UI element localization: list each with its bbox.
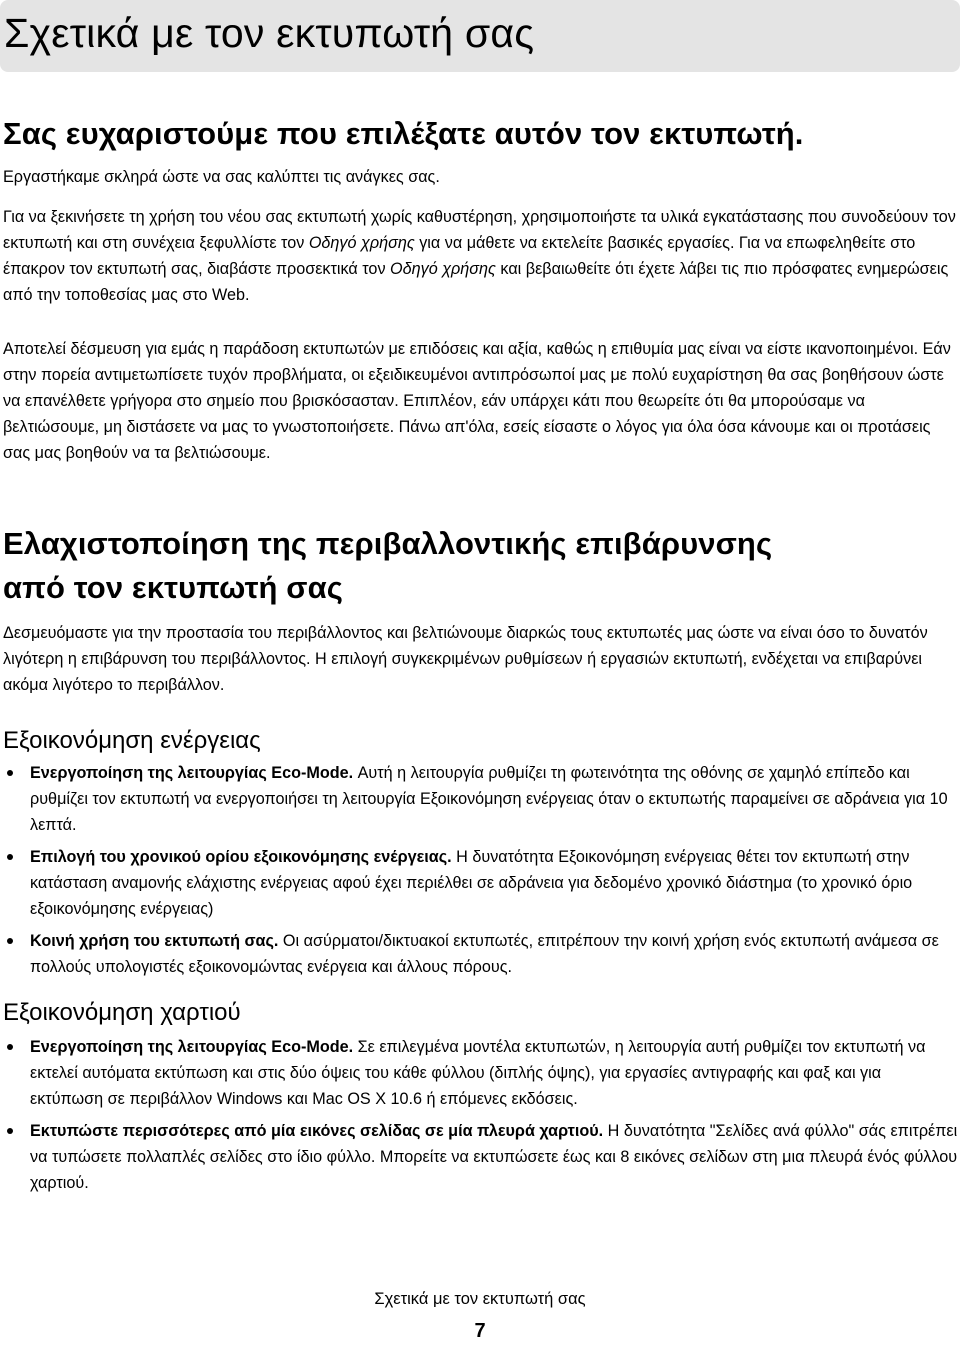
list-item [0, 928, 958, 980]
user-guide-reference: Οδηγό χρήσης [390, 260, 496, 278]
list-item-title: Εκτυπώστε περισσότερες από μία εικόνες σελίδας σε μία πλευρά χαρτιού. [30, 1122, 604, 1140]
chapter-title: Σχετικά με τον εκτυπωτή σας [4, 10, 535, 56]
list-item-title: Ενεργοποίηση της λειτουργίας Eco-Mode. [30, 1038, 354, 1056]
environment-heading-line-2: από τον εκτυπωτή σας [3, 570, 343, 605]
energy-saving-heading: Εξοικονόμηση ενέργειας [3, 727, 261, 754]
list-item-text: Η δυνατότητα "Σελίδες ανά φύλλο" σάς επιτρέπει να τυπώσετε πολλαπλές σελίδες στο ίδιο φύλλο. Μπορείτε να εκτυπώσετε έως και 8 εικόνες σελίδων στη μια πλευρά ένός φύλλου χαρτιού. [30, 1122, 958, 1192]
environment-intro-paragraph: Δεσμευόμαστε για την προστασία του περιβάλλοντος και βελτιώνουμε διαρκώς τους εκτυπωτές μας ώστε να είναι όσο το δυνατόν λιγότερη η επιβάρυνση του περιβάλλοντος. Η επιλογή συγκεκριμένων ρυθμίσεων ή εργασιών εκτυπωτή, ενδέχεται να επιβαρύνει ακόμα λιγότερο το περιβάλλον. [3, 624, 928, 694]
list-item-title: Επιλογή του χρονικού ορίου εξοικονόμησης ενέργειας. [30, 848, 452, 866]
list-item-text: Σε επιλεγμένα μοντέλα εκτυπωτών, η λειτουργία αυτή ρυθμίζει τον εκτυπωτή να εκτελεί αυτόματα εκτύπωση και στις δύο όψεις του κάθε φύλλου (διπλής όψης), για εργασίες αντιγραφής και φαξ και για εκτύπωση σε περιβάλλον Windows και Mac OS X 10.6 ή επόμενες εκδόσεις. [30, 1038, 926, 1108]
list-item-text: Οι ασύρματοι/δικτυακοί εκτυπωτές, επιτρέπουν την κοινή χρήση ενός εκτυπωτή ανάμεσα σε πολλούς υπολογιστές εξοικονομώντας ενέργεια και άλλους πόρους. [30, 932, 939, 976]
getting-started-text-3: και βεβαιωθείτε ότι έχετε λάβει τις πιο πρόσφατες ενημερώσεις από την τοποθεσίας μας στο Web. [3, 260, 949, 304]
list-item [0, 760, 958, 838]
paper-saving-heading: Εξοικονόμηση χαρτιού [3, 999, 241, 1026]
environment-heading-line-1: Ελαχιστοποίηση της περιβαλλοντικής επιβάρυνσης [3, 526, 773, 561]
chapter-header-bar [0, 0, 960, 72]
list-item-text: Η δυνατότητα Εξοικονόμηση ενέργειας θέτει τον εκτυπωτή στην κατάσταση αναμονής ελάχιστης ενέργειας αφού έχει περιέλθει σε αδράνεια για δεδομένο χρονικό διάστημα (το χρονικό όριο εξοικονόμησης ενέργειας) [30, 848, 913, 918]
list-item [0, 844, 958, 922]
getting-started-text-1: Για να ξεκινήσετε τη χρήση του νέου σας εκτυπωτή χωρίς καθυστέρηση, χρησιμοποιήστε τα υλικά εγκατάστασης που συνοδεύουν τον εκτυπωτή και στη συνέχεια ξεφυλλίστε τον [3, 208, 956, 252]
getting-started-paragraph [3, 204, 958, 308]
footer-title: Σχετικά με τον εκτυπωτή σας [374, 1290, 586, 1308]
list-item [0, 1118, 958, 1196]
energy-saving-list [0, 760, 958, 986]
list-item-text: Αυτή η λειτουργία ρυθμίζει τη φωτεινότητα της οθόνης σε χαμηλό επίπεδο και ρυθμίζει τον εκτυπωτή να ενεργοποιήσει τη λειτουργία Εξοικονόμηση ενέργειας όταν ο εκτυπωτής παραμείνει σε αδράνεια για 10 λεπτά. [30, 764, 948, 834]
commitment-paragraph: Αποτελεί δέσμευση για εμάς η παράδοση εκτυπωτών με επιδόσεις και αξία, καθώς η επιθυμία μας είναι να είστε ικανοποιημένοι. Εάν στην πορεία αντιμετωπίσετε τυχόν προβλήματα, οι εξειδικευμένοι αντιπρόσωποί μας με πολύ ευχαρίστηση θα σας βοηθήσουν ώστε να επανέλθετε γρήγορα στο σημείο που βρισκόσασταν. Επιπλέον, εάν υπάρχει κάτι που θεωρείτε ότι θα μπορούσαμε να βελτιώσουμε, μη διστάσετε να μας το γνωστοποιήσετε. Πάνω απ'όλα, εσείς είσαστε ο λόγος για όλα όσα κάνουμε και οι προτάσεις σας μας βοηθούν να τα βελτιώσουμε. [3, 340, 951, 462]
bullet-icon [7, 1128, 13, 1134]
environment-heading [3, 522, 772, 610]
list-item [0, 1034, 958, 1112]
thank-you-heading: Σας ευχαριστούμε που επιλέξατε αυτόν τον εκτυπωτή. [3, 116, 804, 151]
page-number: 7 [474, 1320, 486, 1342]
user-guide-reference: Οδηγό χρήσης [308, 234, 415, 252]
bullet-icon [7, 938, 13, 944]
intro-paragraph: Εργαστήκαμε σκληρά ώστε να σας καλύπτει τις ανάγκες σας. [3, 168, 440, 186]
paper-saving-list [0, 1034, 958, 1202]
bullet-icon [7, 854, 13, 860]
bullet-icon [7, 770, 13, 776]
getting-started-text-2: για να μάθετε να εκτελείτε βασικές εργασίες. Για να επωφεληθείτε στο έπακρον τον εκτυπωτή σας, διαβάστε προσεκτικά τον [3, 234, 916, 278]
bullet-icon [7, 1044, 13, 1050]
list-item-title: Κοινή χρήση του εκτυπωτή σας. [30, 932, 279, 950]
list-item-title: Ενεργοποίηση της λειτουργίας Eco-Mode. [30, 764, 354, 782]
